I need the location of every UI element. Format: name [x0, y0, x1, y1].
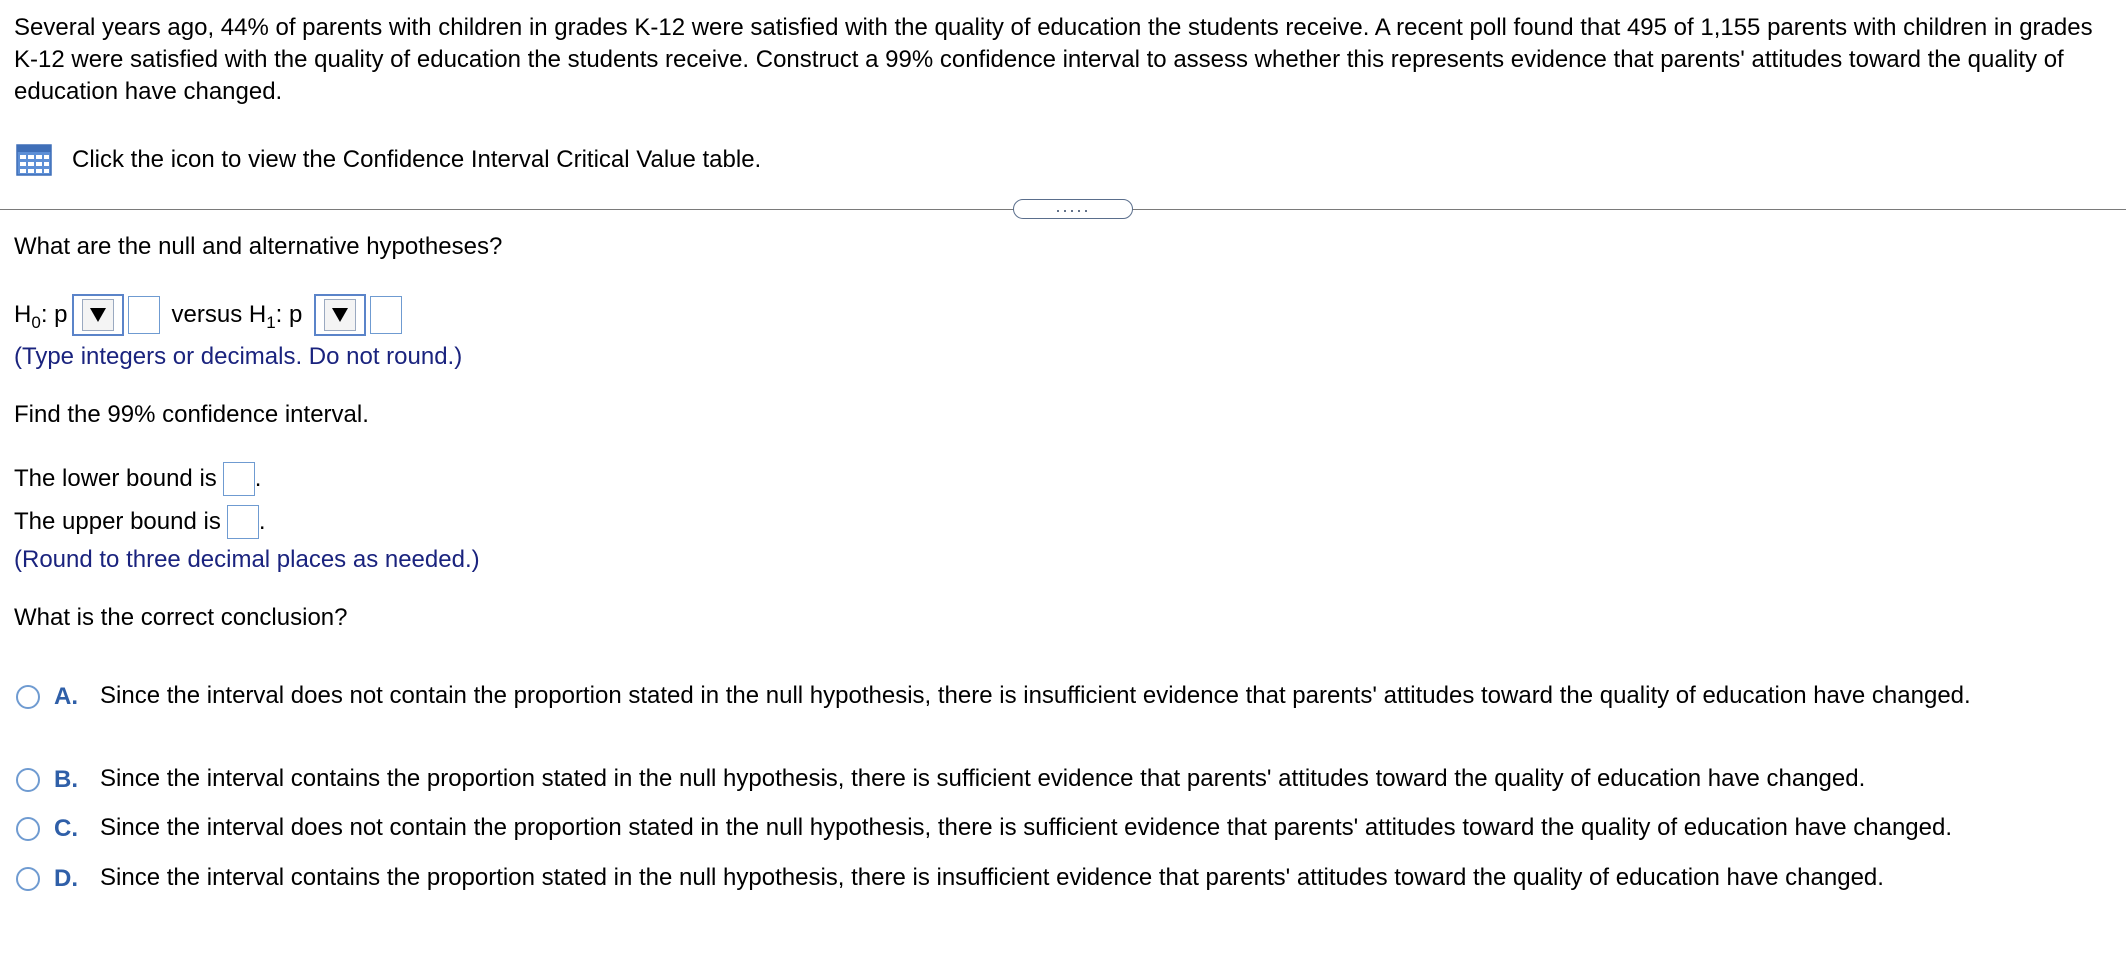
choice-d-radio[interactable]: [16, 867, 40, 891]
choice-c[interactable]: [16, 812, 2116, 846]
hypotheses-question: What are the null and alternative hypotheses?: [14, 233, 503, 260]
choice-a[interactable]: [16, 680, 2116, 714]
choice-a-letter: A.: [54, 683, 78, 710]
lower-bound-input[interactable]: [223, 462, 255, 496]
conclusion-question: What is the correct conclusion?: [14, 604, 348, 631]
lower-bound-label: The lower bound is: [14, 465, 217, 492]
h1-operator-dropdown[interactable]: [314, 294, 366, 336]
hypotheses-row: [14, 292, 402, 338]
choice-b-letter: B.: [54, 766, 78, 793]
choice-d-letter: D.: [54, 865, 78, 892]
lower-bound-row: [14, 460, 261, 498]
table-grid-icon[interactable]: [16, 144, 52, 176]
upper-bound-input[interactable]: [227, 505, 259, 539]
choice-c-radio[interactable]: [16, 817, 40, 841]
choice-d[interactable]: [16, 862, 2116, 896]
choice-a-text: Since the interval does not contain the proportion stated in the null hypothesis, there is insufficient evidence that parents' attitudes toward the quality of education have changed.: [100, 682, 1971, 709]
choice-d-text: Since the interval contains the proportion stated in the null hypothesis, there is insufficient evidence that parents' attitudes toward the quality of education have changed.: [100, 864, 1884, 891]
upper-bound-row: [14, 503, 265, 541]
h0-value-input[interactable]: [128, 296, 160, 334]
choice-a-radio[interactable]: [16, 685, 40, 709]
divider-handle[interactable]: .....: [1013, 199, 1133, 219]
upper-bound-period: .: [258, 508, 266, 535]
critical-value-table-link[interactable]: [16, 144, 761, 176]
h0-label: $H_0$: p: [14, 301, 68, 332]
table-link-label[interactable]: Click the icon to view the Confidence Interval Critical Value table.: [72, 146, 762, 173]
hypotheses-hint: (Type integers or decimals. Do not round.): [14, 343, 463, 370]
choice-b-text: Since the interval contains the proportion stated in the null hypothesis, there is sufficient evidence that parents' attitudes toward the quality of education have changed.: [100, 765, 1866, 792]
choice-c-text: Since the interval does not contain the proportion stated in the null hypothesis, there is sufficient evidence that parents' attitudes toward the quality of education have changed.: [100, 814, 1952, 841]
choice-b[interactable]: [16, 763, 2116, 797]
chevron-down-icon: [331, 307, 349, 323]
choice-c-letter: C.: [54, 815, 78, 842]
h0-operator-dropdown[interactable]: [72, 294, 124, 336]
problem-statement: Several years ago, 44% of parents with children in grades K-12 were satisfied with the quality of education the students receive. A recent poll found that 495 of 1,155 parents with children in grades K-12 were satisfied with the quality of education the students receive. Construct a 99% confidence interval to assess whether this represents evidence that parents' attitudes toward the quality of education have changed.: [14, 14, 2093, 105]
interval-question: Find the 99% confidence interval.: [14, 401, 369, 428]
choice-b-radio[interactable]: [16, 768, 40, 792]
interval-hint: (Round to three decimal places as needed.): [14, 546, 480, 573]
lower-bound-period: .: [254, 465, 262, 492]
chevron-down-icon: [89, 307, 107, 323]
h1-value-input[interactable]: [370, 296, 402, 334]
h1-label: versus $H_1$: p: [171, 301, 303, 332]
upper-bound-label: The upper bound is: [14, 508, 221, 535]
